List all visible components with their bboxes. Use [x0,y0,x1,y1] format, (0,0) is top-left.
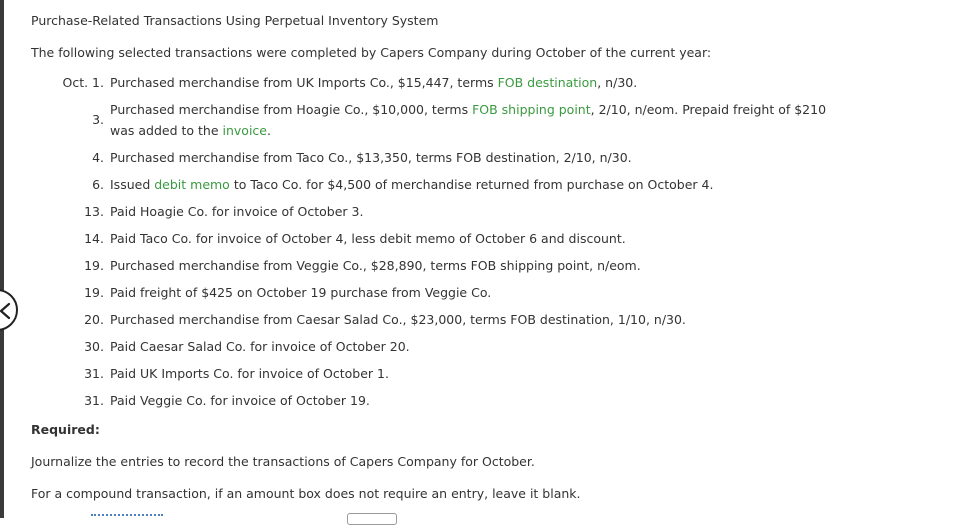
tab-link[interactable] [91,514,163,520]
page-title: Purchase-Related Transactions Using Perpetual Inventory System [31,13,439,28]
tx-date: 31. [84,366,104,381]
tx-text: Paid Hoagie Co. for invoice of October 3. [110,204,364,219]
tx-description [110,102,826,117]
tx-date: 3. [92,112,104,127]
instruction-journalize: Journalize the entries to record the transactions of Capers Company for October. [31,454,535,469]
tx-text: Paid freight of $425 on October 19 purchase from Veggie Co. [110,285,492,300]
tx-description [110,393,370,408]
tx-text: was added to the [110,123,223,138]
tx-date: 13. [84,204,104,219]
tx-text: . [267,123,271,138]
tx-description [110,258,641,273]
tx-description [110,339,410,354]
tx-description [110,285,491,300]
tx-date: 19. [84,258,104,273]
tx-description [110,231,626,246]
intro-text: The following selected transactions were completed by Capers Company during October of the current year: [31,45,712,60]
tx-date: 20. [84,312,104,327]
tx-text: Purchased merchandise from Hoagie Co., $10,000, terms [110,102,473,117]
tx-date: 14. [84,231,104,246]
tx-text: Issued [110,177,155,192]
answer-box[interactable] [347,513,397,525]
tx-text: Paid Veggie Co. for invoice of October 19. [110,393,370,408]
tx-text: Paid UK Imports Co. for invoice of October 1. [110,366,389,381]
tx-text: Purchased merchandise from Veggie Co., $28,890, terms FOB shipping point, n/eom. [110,258,641,273]
tx-date: Oct. 1. [62,75,104,90]
instruction-compound: For a compound transaction, if an amount box does not require an entry, leave it blank. [31,486,581,501]
tx-description [110,204,363,219]
tx-date: 6. [92,177,104,192]
tx-text: , n/30. [597,75,638,90]
tx-date: 4. [92,150,104,165]
tx-description [110,177,713,192]
tx-text: to Taco Co. for $4,500 of merchandise returned from purchase on October 4. [229,177,714,192]
tx-date: 31. [84,393,104,408]
glossary-link[interactable]: debit memo [154,177,230,192]
tx-description [110,150,632,165]
tx-description-line2 [110,123,271,138]
tx-text: , 2/10, n/eom. Prepaid freight of $210 [590,102,827,117]
tx-text: Purchased merchandise from Taco Co., $13,350, terms FOB destination, 2/10, n/30. [110,150,632,165]
tx-date: 19. [84,285,104,300]
glossary-link[interactable]: invoice [222,123,267,138]
glossary-link[interactable]: FOB destination [497,75,598,90]
tx-description [110,75,637,90]
tx-text: Paid Caesar Salad Co. for invoice of October 20. [110,339,410,354]
tx-text: Purchased merchandise from UK Imports Co., $15,447, terms [110,75,498,90]
glossary-link[interactable]: FOB shipping point [472,102,591,117]
tx-description [110,366,389,381]
tx-text: Purchased merchandise from Caesar Salad Co., $23,000, terms FOB destination, 1/10, n/30. [110,312,686,327]
required-heading: Required: [31,422,100,437]
tx-date: 30. [84,339,104,354]
tx-description [110,312,686,327]
tx-text: Paid Taco Co. for invoice of October 4, less debit memo of October 6 and discount. [110,231,626,246]
